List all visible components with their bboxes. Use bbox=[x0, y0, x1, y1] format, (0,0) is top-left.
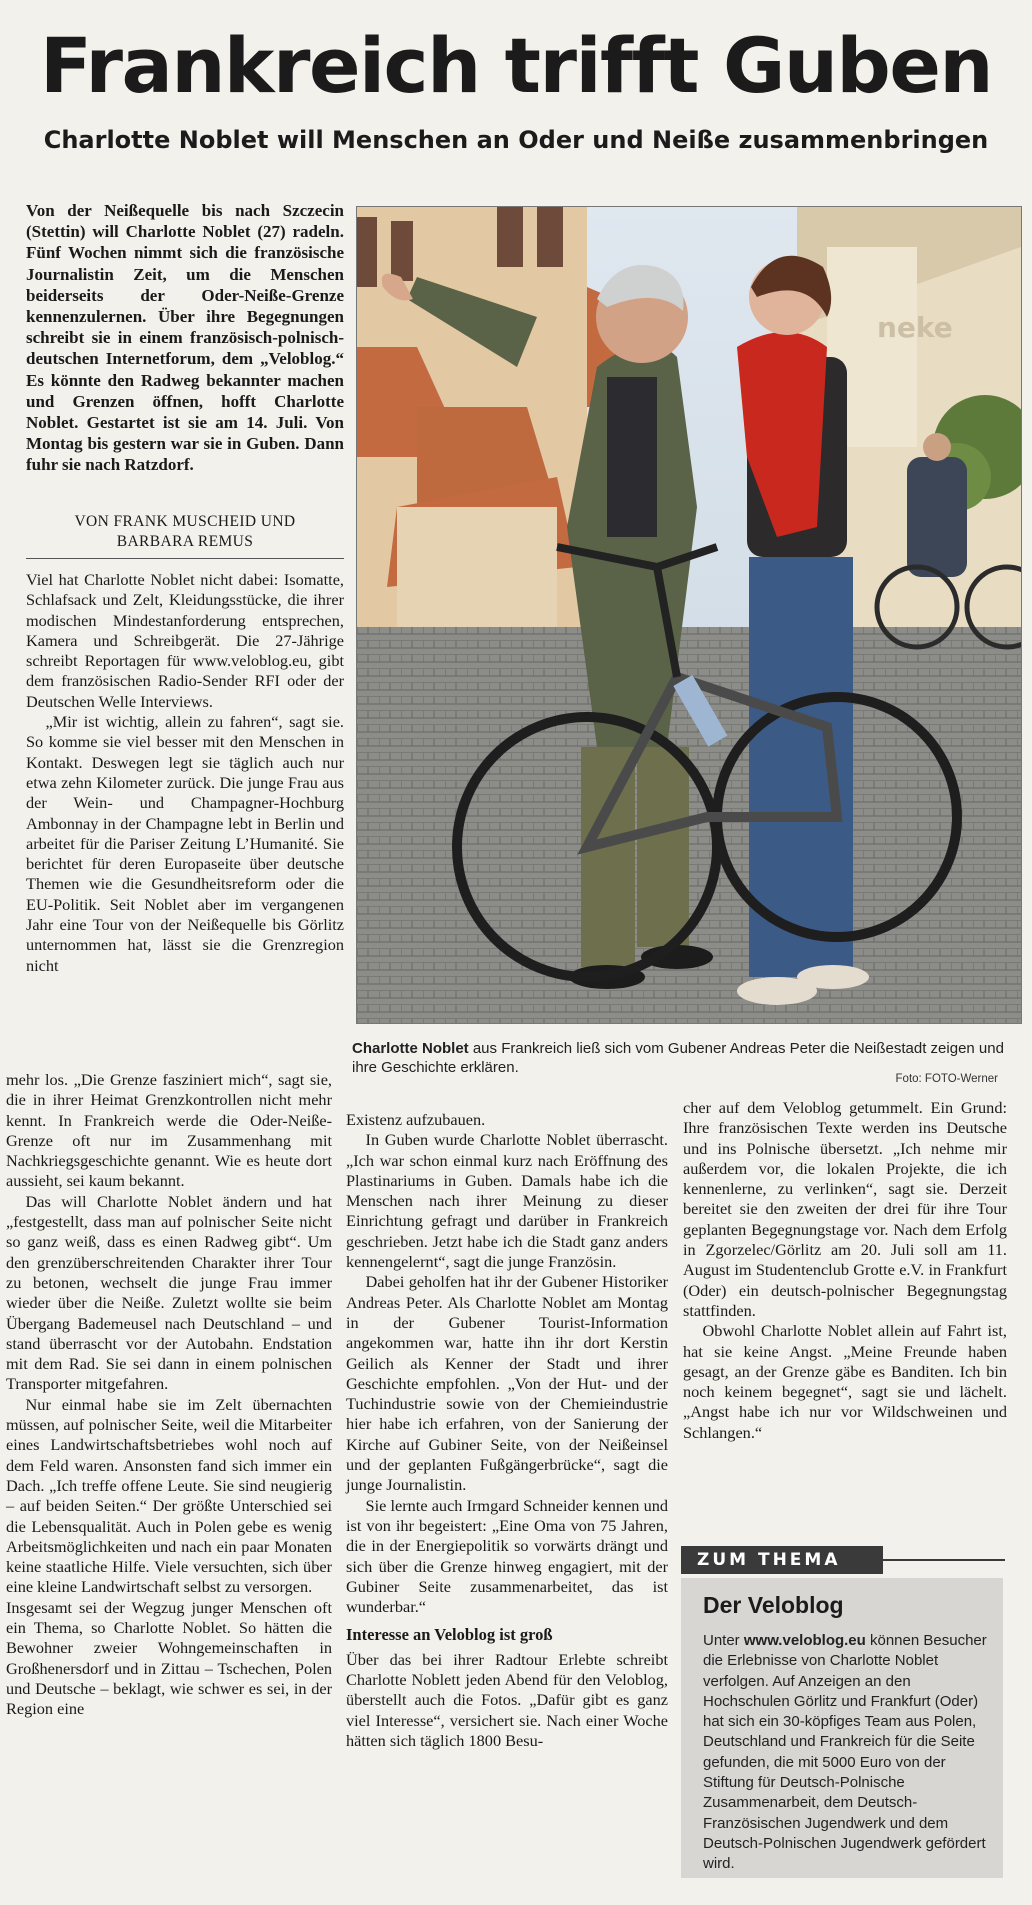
photo-caption bbox=[352, 1039, 1020, 1077]
paragraph: Obwohl Charlotte Noblet allein auf Fahrt ist, hat sie keine Angst. „Meine Freunde haben gesagt, an der Grenze gäbe es Banditen. Ich bin noch keinem begegnet“, sagt sie und lächelt. „Angst habe ich nur vor Wildschweinen und Schlangen.“ bbox=[683, 1321, 1007, 1442]
paragraph: Insgesamt sei der Wegzug junger Menschen oft ein Thema, so Charlotte Noblet. So hätten die Bewohner zweier Wohngemeinschaften in Großhenersdorf und in Zittau – Tschechen, Polen und Deutsche – beklagt, wie schwer es sei, in der Region eine bbox=[6, 1597, 332, 1719]
paragraph: Sie lernte auch Irmgard Schneider kennen und ist von ihr begeistert: „Eine Oma von 75 Jahren, die in der Energiepolitik so vorwärts drängt und sich über die Grenze hinweg engagiert, mit der Gubiner Seite zusammenarbeitet, das ist wunderbar.“ bbox=[346, 1495, 668, 1617]
article-column-1-bottom bbox=[6, 1070, 332, 1720]
byline bbox=[26, 512, 344, 559]
headline: Frankreich trifft Guben bbox=[40, 21, 992, 110]
shop-sign-text: neke bbox=[877, 311, 953, 344]
paragraph: Das will Charlotte Noblet ändern und hat „festgestellt, dass man auf polnischer Seite nicht so ganz weiß, dass es einen Radweg gibt“. Um den grenzüberschreitenden Charakter ihrer Tour zu betonen, wechselt die junge Frau immer wieder über die Neiße. Zuletzt wollte sie beim Übergang Bademeusel nach Deutschland – und stand überrascht vor der Autobahn. Endstation mit dem Rad. Sie sei dann in einem polnischen Transporter mitgefahren. bbox=[6, 1191, 332, 1394]
paragraph: Dabei geholfen hat ihr der Gubener Historiker Andreas Peter. Als Charlotte Noblet am Montag in der Gubener Tourist-Information angekommen war, hatte ihn ihr dort Kerstin Geilich als Kenner der Stadt und ihrer Geschichte empfohlen. „Von der Hut- und der Tuchindustrie sowie von der Chemieindustrie hier habe ich erfahren, von der Sanierung der Kirche auf Gubiner Seite, von der Neißeinsel und der geplanten Fußgängerbrücke“, sagt die junge Journalistin. bbox=[346, 1272, 668, 1495]
paragraph: In Guben wurde Charlotte Noblet überrascht. „Ich war schon einmal kurz nach Eröffnung des Plastinariums in Guben. Damals habe ich die Menschen nach ihrer Meinung zu dieser Einrichtung gefragt und darüber in Frankreich geschrieben. Jetzt habe ich die Stadt ganz anders kennengelernt“, sagt die junge Französin. bbox=[346, 1130, 668, 1272]
caption-text: aus Frankreich ließ sich vom Gubener Andreas Peter die Neißestadt zeigen und ihre Geschichte erklären. bbox=[352, 1040, 1004, 1076]
byline-line-2: BARBARA REMUS bbox=[116, 533, 254, 550]
article-column-1-top bbox=[26, 570, 344, 976]
paragraph: Nur einmal habe sie im Zelt übernachten müssen, auf polnischer Seite, weil die Mitarbeiter eines Landwirtschaftsbetriebes wohl noch auf dem Feld waren. Ansonsten fand sich immer ein Dach. „Ich treffe offene Leute. Sie sind neugierig – auf beiden Seiten.“ Der größte Unterschied sei die Lebensqualität. Auch in Polen gebe es wenig Arbeitsmöglichkeiten und nach ein paar Monaten keine staatliche Hilfe. Viele versuchten, sich über eine kleine Landwirtschaft selbst zu versorgen. bbox=[6, 1394, 332, 1597]
photo-credit: Foto: FOTO-Werner bbox=[895, 1073, 998, 1085]
paragraph: Über das bei ihrer Radtour Erlebte schreibt Charlotte Noblett jeden Abend für den Veloblog, überstellt auch die Fotos. „Dafür gibt es ganz viel Interesse“, versichert sie. Nach einer Woche hätten sich täglich 1800 Besu- bbox=[346, 1649, 668, 1750]
sidebar-url-link[interactable]: www.veloblog.eu bbox=[743, 1632, 866, 1649]
caption-name: Charlotte Noblet bbox=[352, 1040, 469, 1057]
paragraph: Viel hat Charlotte Noblet nicht dabei: Isomatte, Schlafsack und Zelt, Kleidungsstücke, die ihrer modischen Mindestanforderung entsprechen, Kamera und Schreibgerät. Die 27-Jährige schreibt Reportagen für www.veloblog.eu, gibt dem französischen Radio-Sender RFI oder der Deutschen Welle Interviews. bbox=[26, 570, 344, 711]
sidebar-text bbox=[703, 1631, 991, 1875]
article-column-2 bbox=[346, 1110, 668, 1751]
sidebar-title: Der Veloblog bbox=[703, 1592, 844, 1618]
sidebar-rule bbox=[867, 1559, 1005, 1561]
sidebar-text-after: können Besucher die Erlebnisse von Charlotte Noblet verfolgen. Auf Anzeigen an den Hochschulen Görlitz und Frankfurt (Oder) hat sich ein 30-köpfiges Team aus Polen, Deutschland und Frankreich für die Seite gefunden, die mit 5000 Euro von der Stiftung für Deutsch-Polnische Zusammenarbeit, dem Deutsch-Französischen Jugendwerk und dem Deutsch-Polnischen Jugendwerk gefördert wird. bbox=[703, 1632, 987, 1873]
subheadline: Charlotte Noblet will Menschen an Oder und Neiße zusammenbringen bbox=[43, 126, 989, 154]
article-photo bbox=[356, 206, 1022, 1024]
sidebar-text-before: Unter bbox=[703, 1632, 740, 1649]
paragraph: „Mir ist wichtig, allein zu fahren“, sagt sie. So komme sie viel besser mit den Menschen in Kontakt. Deswegen legt sie täglich auch nur etwa zehn Kilometer zurück. Die junge Frau aus der Wein- und Champagner-Hochburg Ambonnay in der Champagne lebt in Berlin und arbeitet für die Pariser Zeitung L’Humanité. Sie berichtet für deren Europaseite über deutsche Themen wie die Gesundheitsreform oder die EU-Politik. Seit Noblet aber im vergangenen Jahr eine Tour von der Neißequelle bis Görlitz unternommen hat, lässt sie die Grenzregion nicht bbox=[26, 712, 344, 975]
photo-illustration bbox=[357, 207, 1021, 1023]
paragraph: Existenz aufzubauen. bbox=[346, 1110, 486, 1129]
paragraph: mehr los. „Die Grenze fasziniert mich“, sagt sie, die in ihrer Heimat Grenzkontrollen nicht mehr kennt. In Frankreich werde die Oder-Neiße-Grenze oft nur im Zusammenhang mit Nachkriegsgeschichte genannt. Wie es heute dort aussieht, sei kaum bekannt. bbox=[6, 1070, 332, 1191]
section-subheading: Interesse an Veloblog ist groß bbox=[346, 1625, 553, 1645]
sidebar-box bbox=[681, 1578, 1003, 1878]
sidebar-label: ZUM THEMA bbox=[681, 1546, 883, 1574]
byline-line-1: VON FRANK MUSCHEID UND bbox=[74, 513, 296, 530]
article-column-3 bbox=[683, 1098, 1007, 1443]
paragraph: cher auf dem Veloblog getummelt. Ein Grund: Ihre französischen Texte werden ins Deutsche und ins Polnische übersetzt. „Ich nehme mir außerdem vor, die lokalen Projekte, die ich kennenlerne, zu verlinken“, sagt sie. Derzeit bereitet sie den zweiten der drei für ihre Tour geplanten Begegnungstage vor. Nach dem Erfolg in Zgorzelec/Görlitz am 20. Juli soll am 11. August im Studentenclub Grotte e.V. in Frankfurt (Oder) ein deutsch-polnischer Begegnungstag stattfinden. bbox=[683, 1098, 1007, 1320]
lead-paragraph: Von der Neißequelle bis nach Szczecin (Stettin) will Charlotte Noblet (27) radeln. Fünf Wochen nimmt sich die französische Journalistin Zeit, um die Menschen beiderseits der Oder-Neiße-Grenze kennenzulernen. Über ihre Begegnungen schreibt sie in einem französisch-polnisch-deutschen Internetforum, dem „Veloblog.“ Es könnte den Radweg bekannter machen und Grenzen öffnen, hofft Charlotte Noblet. Gestartet ist sie am 14. Juli. Von Montag bis gestern war sie in Guben. Dann fuhr sie nach Ratzdorf. bbox=[26, 201, 344, 475]
